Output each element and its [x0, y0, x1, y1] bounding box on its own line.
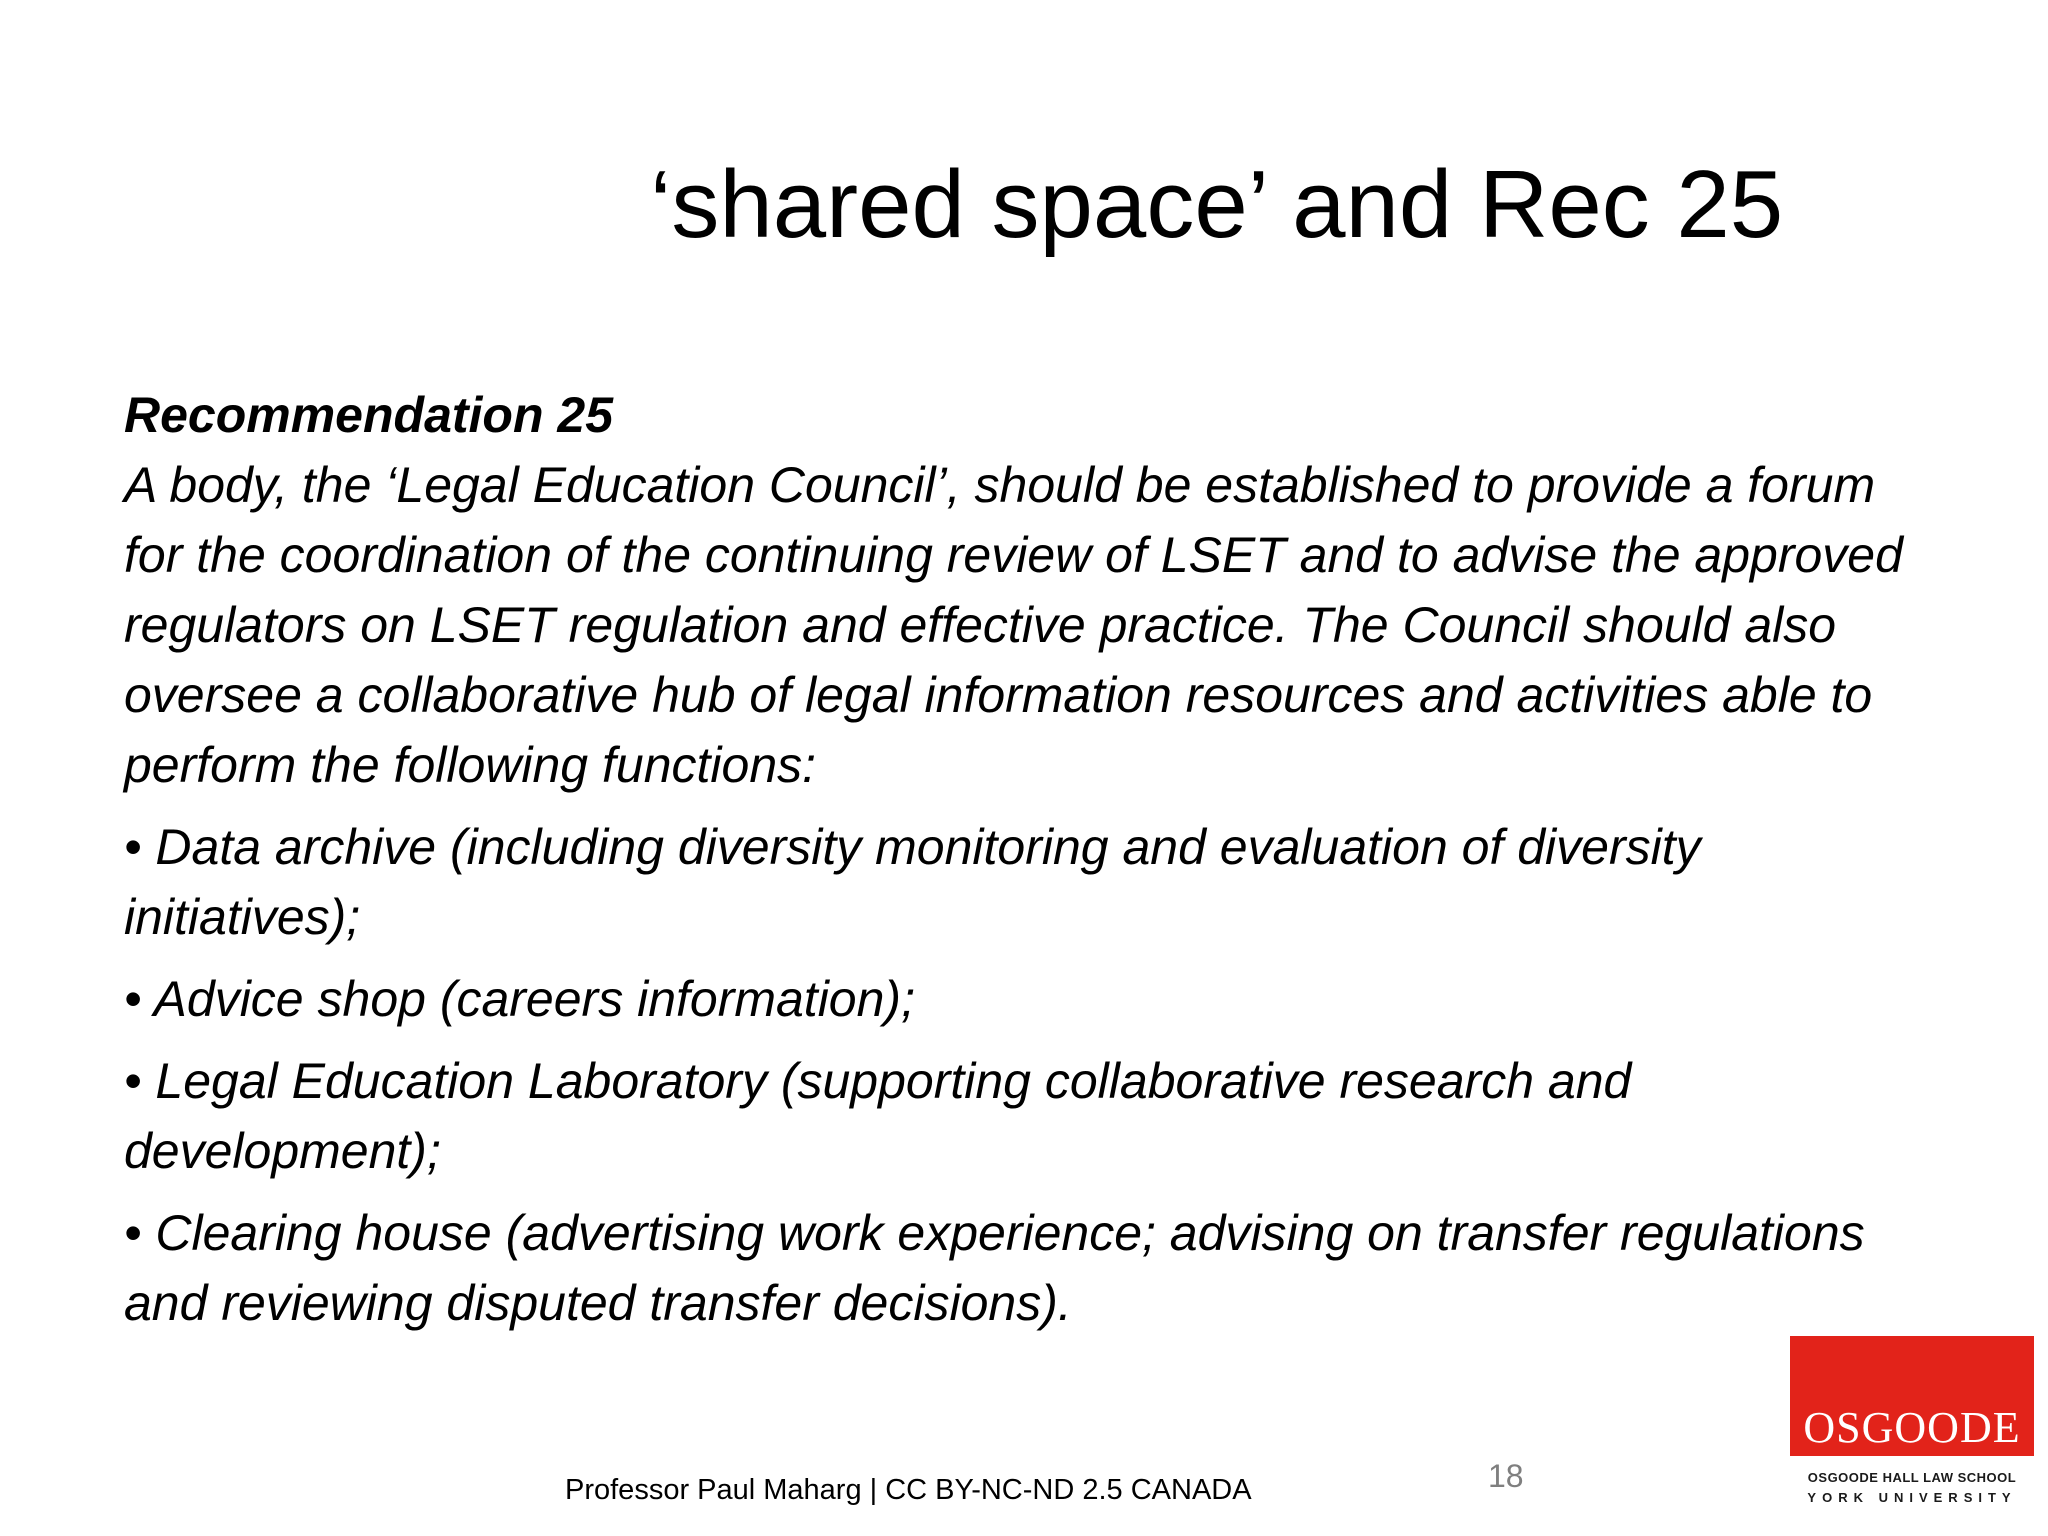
function-item-data-archive: • Data archive (including diversity monitoring and evaluation of diversity initiatives); [124, 819, 1701, 945]
slide-title: ‘shared space’ and Rec 25 [650, 151, 1784, 258]
page-number: 18 [1488, 1458, 1524, 1494]
function-item-legal-education-laboratory: • Legal Education Laboratory (supporting collaborative research and development); [124, 1053, 1632, 1179]
recommendation-block [124, 380, 1924, 1350]
footer-credit: Professor Paul Maharg | CC BY-NC-ND 2.5 CANADA [565, 1474, 1252, 1506]
logo-red-block [1790, 1336, 2034, 1456]
recommendation-text: A body, the ‘Legal Education Council’, should be established to provide a forum for the coordination of the continuing review of LSET and to advise the approved regulators on LSET regulation and effective practice. The Council should also oversee a collaborative hub of legal information resources and activities able to perform the following functions: [124, 457, 1903, 793]
logo-wordmark: OSGOODE [1803, 1403, 2021, 1452]
logo-school-name: OSGOODE HALL LAW SCHOOL [1807, 1470, 2017, 1485]
logo-university-name: YORK UNIVERSITY [1807, 1490, 2017, 1505]
recommendation-heading: Recommendation 25 [124, 387, 614, 443]
function-item-advice-shop: • Advice shop (careers information); [124, 971, 915, 1027]
function-list [124, 812, 1924, 1338]
function-item-clearing-house: • Clearing house (advertising work experience; advising on transfer regulations and reviewing disputed transfer decisions). [124, 1205, 1865, 1331]
osgoode-logo [1790, 1336, 2034, 1516]
